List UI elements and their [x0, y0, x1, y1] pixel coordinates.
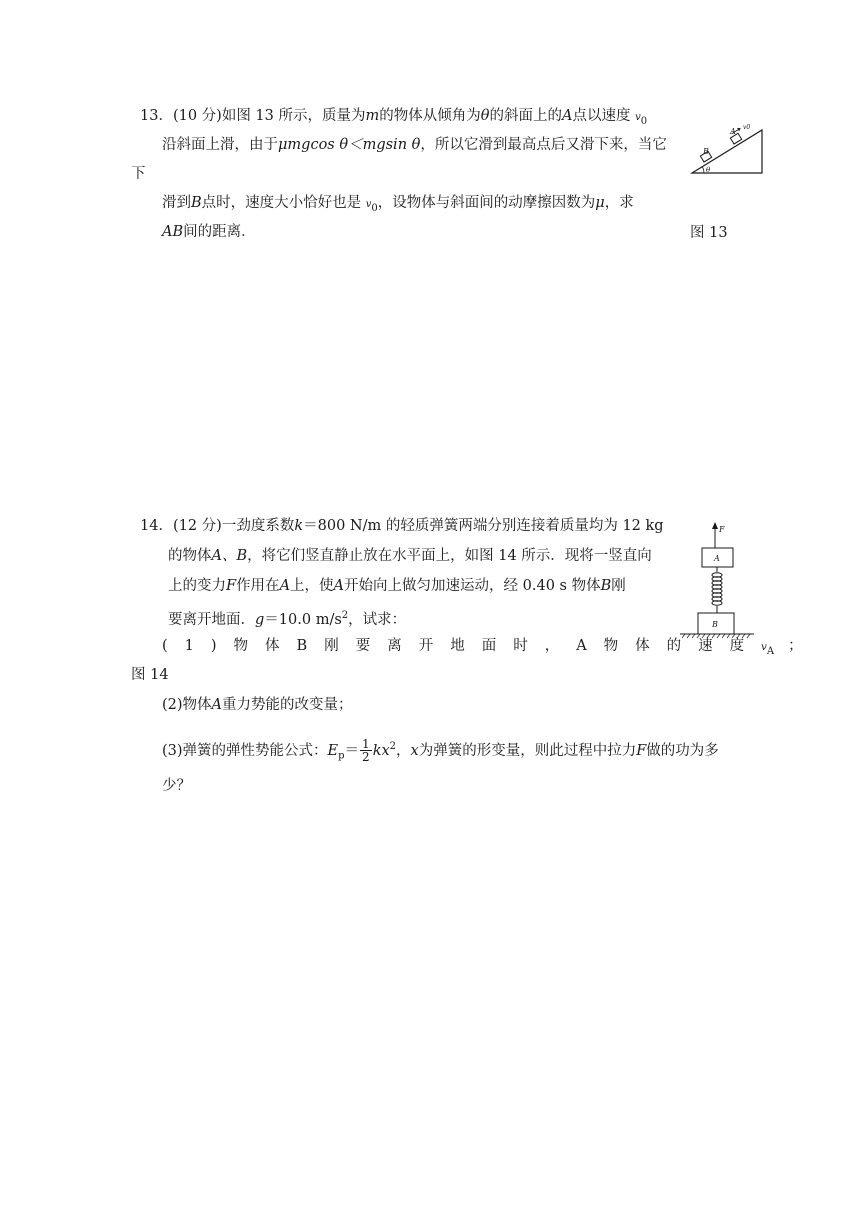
objects-ab: A、B [211, 548, 248, 564]
q13-line1 [140, 106, 647, 132]
q14-text: ＝800 N/m 的轻质弹簧两端分别连接着质量均为 12 kg [303, 518, 664, 534]
v0-subscript: 0 [640, 115, 648, 127]
mu-symbol: μ [595, 195, 605, 211]
object-a: A [279, 578, 291, 594]
ep-subscript: p [338, 750, 345, 762]
angle-arc [703, 167, 705, 173]
point-b: B [191, 195, 202, 211]
figure-14-caption [131, 665, 169, 685]
q14-text: 上的变力 [168, 578, 226, 594]
fig14-label-f: F [719, 525, 725, 534]
q13-line5 [162, 222, 256, 242]
mass-symbol: m [365, 108, 380, 124]
v0-symbol: v [635, 112, 641, 123]
object-b: B [600, 578, 612, 594]
q13-text: 沿斜面上滑，由于 [162, 137, 278, 153]
kx-squared: 2 [389, 741, 397, 752]
inequality: μmgcos θ＜mgsin θ [278, 137, 421, 153]
q14-line4 [168, 606, 406, 630]
fig13-label-theta: θ [706, 166, 711, 174]
q14-text: 上，使 [290, 578, 334, 594]
q14-part2 [162, 695, 353, 715]
q14-part1-text: (1)物体B刚要离开地面时，A物体的速度 [162, 638, 762, 654]
spring-coil [712, 567, 722, 613]
figure-14-label: 图 14 [131, 667, 169, 683]
fig14-label-a: A [714, 554, 720, 563]
ground-hatching [682, 634, 750, 638]
q14-text: ，将它们竖直静止放在水平面上，如图 14 所示．现将一竖直向 [247, 548, 652, 564]
q13-text: 点以速度 [572, 108, 631, 124]
q14-text: 14．(12 分)一劲度系数 [140, 518, 295, 534]
object-a: A [211, 697, 223, 713]
q14-text: 作用在 [236, 578, 280, 594]
q13-text: 点时，速度大小恰好也是 [201, 195, 362, 211]
segment-ab: AB [162, 224, 184, 240]
q14-text: ； [788, 638, 803, 654]
force-f: F [636, 742, 647, 759]
force-f: F [226, 578, 237, 594]
q14-text: 做的功为多 [646, 742, 719, 759]
q13-text: 滑到 [162, 195, 191, 211]
q14-text: ， [396, 742, 411, 759]
object-a: A [333, 578, 345, 594]
q13-text: ，设物体与斜面间的动摩擦因数为 [377, 195, 596, 211]
q14-text: ＝10.0 m/s [264, 611, 342, 628]
q14-text: (3)弹簧的弹性势能公式： [162, 742, 328, 759]
equals: ＝ [344, 742, 360, 759]
q14-line1 [140, 516, 664, 536]
q14-text: 少？ [162, 778, 191, 794]
frac-numerator: 1 [362, 737, 370, 752]
g-symbol: g [255, 611, 265, 628]
q14-text: 刚 [611, 578, 626, 594]
q14-text: ，试求： [348, 611, 407, 628]
fig13-label-a: A [730, 127, 736, 136]
figure-13-incline-diagram [688, 118, 768, 178]
q13-text: 13．(10 分)如图 13 所示，质量为 [140, 108, 366, 124]
q13-text: ，求 [604, 195, 634, 211]
q13-line4 [162, 193, 634, 219]
q14-text: 要离开地面． [168, 611, 255, 628]
v0-symbol: v [365, 199, 372, 210]
q14-text: 开始向上做匀加速运动，经 0.40 s 物体 [344, 578, 601, 594]
q14-line3 [168, 576, 626, 596]
fig13-label-b: B [703, 147, 709, 156]
figure-14-spring-diagram [676, 520, 758, 640]
fraction-one-half [360, 738, 372, 763]
q14-text: 重力势能的改变量； [222, 697, 353, 713]
force-arrowhead [712, 522, 718, 529]
q14-text: 为弹簧的形变量，则此过程中拉力 [418, 742, 637, 759]
q14-text: (2)物体 [162, 697, 212, 713]
figure-13-caption [690, 223, 728, 243]
q13-text: 的物体从倾角为 [379, 108, 481, 124]
va-symbol: v [761, 642, 767, 653]
q13-line2 [162, 135, 667, 155]
q13-text: 间的距离． [183, 224, 256, 240]
x-symbol: x [410, 742, 419, 759]
q14-line2 [168, 546, 652, 566]
point-a: A [561, 108, 573, 124]
k-symbol: k [294, 518, 304, 534]
kx-term: kx [372, 742, 390, 759]
theta-symbol: θ [480, 108, 490, 124]
figure-13-label: 图 13 [690, 225, 728, 241]
fig14-label-b: B [712, 620, 718, 629]
ep-symbol: E [327, 742, 339, 759]
frac-denominator: 2 [362, 750, 370, 765]
v0-subscript: 0 [371, 202, 378, 214]
va-subscript: A [766, 645, 775, 657]
q13-text: 下 [131, 166, 146, 182]
q14-text: 的物体 [168, 548, 212, 564]
q13-line3 [131, 164, 146, 184]
squared: 2 [341, 610, 349, 621]
q14-part3 [162, 734, 719, 770]
fig13-label-v0: v0 [743, 124, 751, 131]
q14-part3-end [162, 776, 191, 796]
q13-text: ，所以它滑到最高点后又滑下来，当它 [420, 137, 667, 153]
q13-text: 的斜面上的 [489, 108, 562, 124]
